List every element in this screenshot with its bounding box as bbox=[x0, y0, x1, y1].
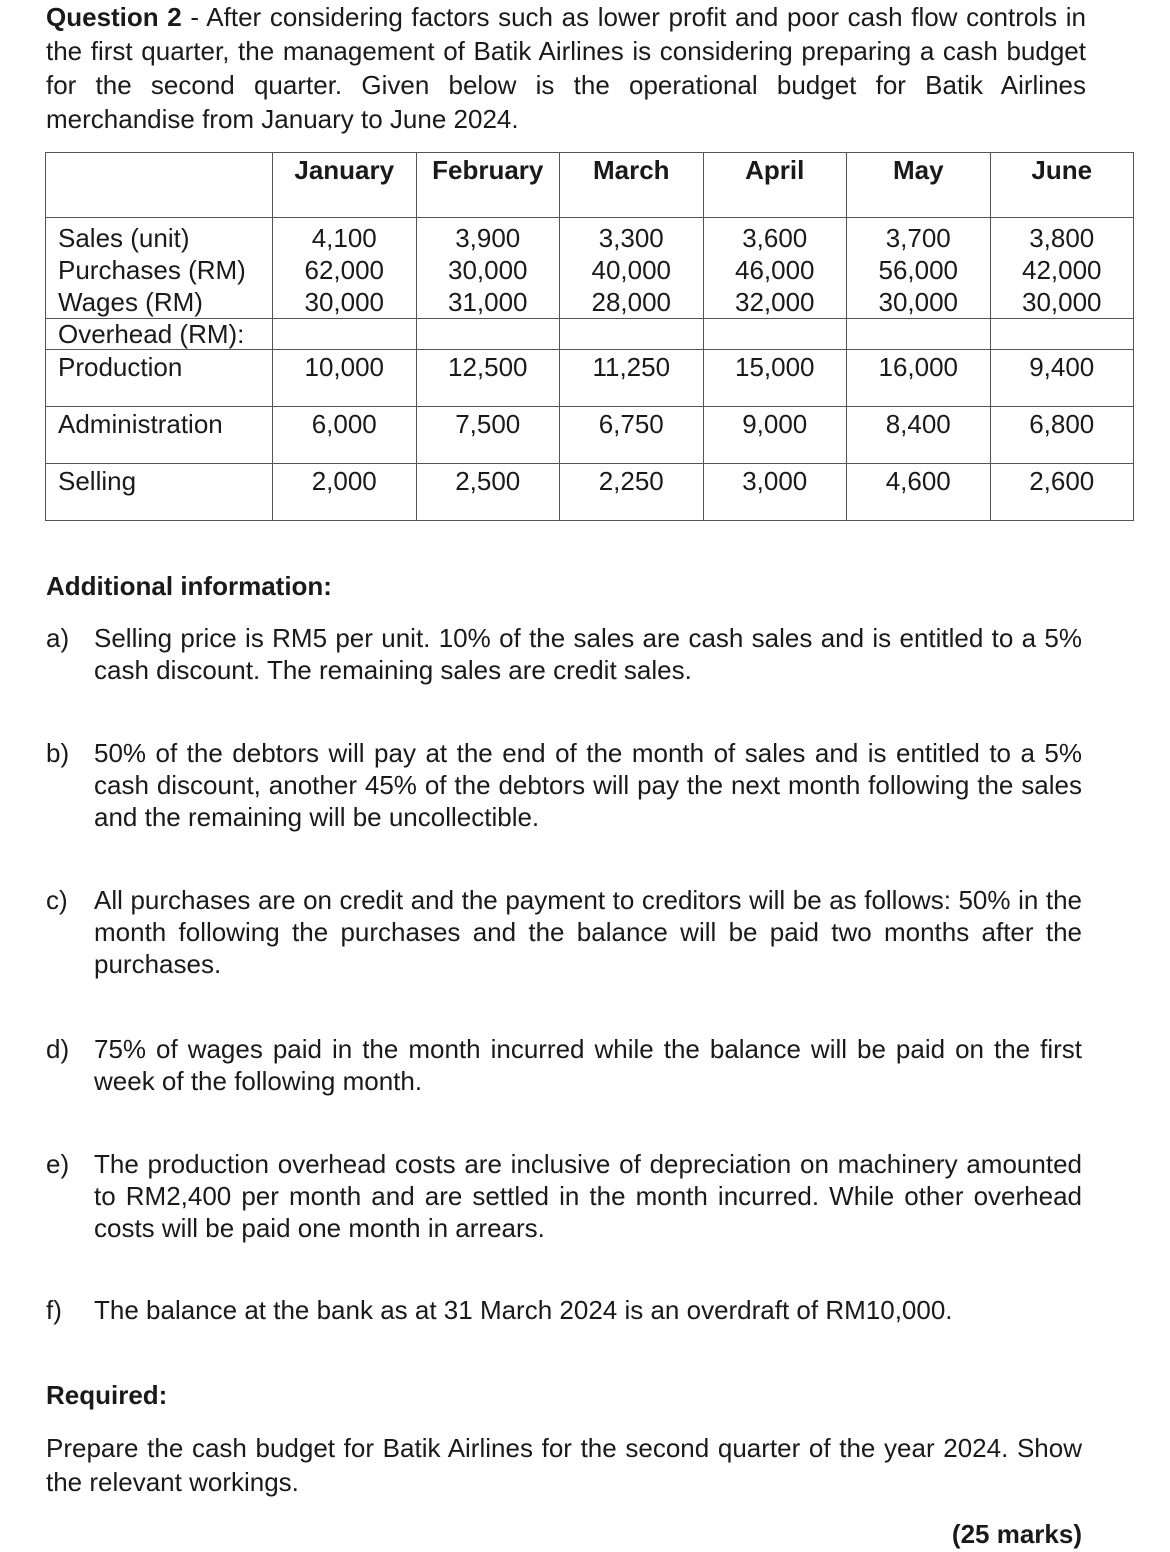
cell-value: 2,600 bbox=[990, 464, 1134, 521]
cell-value: 3,600 bbox=[742, 223, 808, 253]
cell-value: 4,100 bbox=[311, 223, 377, 253]
cell-value: 3,700 bbox=[885, 223, 951, 253]
cell-value: 3,900 bbox=[455, 223, 521, 253]
cell-value: 16,000 bbox=[847, 350, 991, 407]
overhead-label: Overhead (RM): bbox=[46, 319, 273, 350]
item-text: The balance at the bank as at 31 March 2024 is an overdraft of RM10,000. bbox=[94, 1295, 953, 1325]
cell-value: 2,000 bbox=[273, 464, 417, 521]
cell-value: 4,600 bbox=[847, 464, 991, 521]
cell-value: 12,500 bbox=[416, 350, 560, 407]
cell-value: 6,750 bbox=[560, 407, 704, 464]
row-label: Selling bbox=[46, 464, 273, 521]
cell-value: 3,000 bbox=[703, 464, 847, 521]
cell-value: 6,800 bbox=[990, 407, 1134, 464]
header-month: May bbox=[847, 153, 991, 218]
header-blank-cell bbox=[46, 153, 273, 218]
main-labels-cell bbox=[46, 218, 273, 319]
required-text: Prepare the cash budget for Batik Airlines for the second quarter of the year 2024. Show the relevant workings. bbox=[46, 1433, 1082, 1497]
cell-value: 8,400 bbox=[847, 407, 991, 464]
row-label: Purchases (RM) bbox=[58, 255, 246, 285]
cell-value: 42,000 bbox=[1021, 255, 1102, 285]
month-values-cell bbox=[990, 218, 1134, 319]
operational-budget-table bbox=[45, 152, 1134, 521]
cell-value: 40,000 bbox=[591, 255, 672, 285]
header-month: January bbox=[273, 153, 417, 218]
item-marker: d) bbox=[46, 1034, 70, 1064]
item-marker: b) bbox=[46, 738, 70, 768]
row-label: Administration bbox=[46, 407, 273, 464]
item-text: 50% of the debtors will pay at the end of the month of sales and is entitled to a 5% cash discount, another 45% of the debtors will pay the next month following the sales and the remaining will be uncollectible. bbox=[94, 738, 1082, 832]
question-text: - After considering factors such as lower profit and poor cash flow controls in the first quarter, the management of Batik Airlines is considering preparing a cash budget for the second quarter. Given below is the operational budget for Batik Airlines merchandise from January to June 2024. bbox=[46, 2, 1087, 134]
cell-value: 28,000 bbox=[591, 287, 672, 317]
marks-label: (25 marks) bbox=[951, 1519, 1082, 1549]
cell-value: 56,000 bbox=[878, 255, 959, 285]
header-month: March bbox=[560, 153, 704, 218]
additional-info-heading: Additional information: bbox=[46, 571, 332, 601]
table-header-row bbox=[46, 153, 1134, 218]
cell-value: 30,000 bbox=[447, 255, 528, 285]
header-month: April bbox=[703, 153, 847, 218]
cell-value: 6,000 bbox=[273, 407, 417, 464]
cell-value: 3,300 bbox=[598, 223, 664, 253]
cell-value: 2,500 bbox=[416, 464, 560, 521]
info-item-b bbox=[46, 737, 1082, 833]
cell-value: 62,000 bbox=[304, 255, 385, 285]
info-item-d bbox=[46, 1033, 1082, 1097]
cell-value: 15,000 bbox=[703, 350, 847, 407]
month-values-cell bbox=[703, 218, 847, 319]
info-item-f bbox=[46, 1294, 1082, 1326]
info-item-e bbox=[46, 1148, 1082, 1244]
cell-value: 3,800 bbox=[1029, 223, 1095, 253]
row-label: Wages (RM) bbox=[58, 287, 203, 317]
item-marker: e) bbox=[46, 1149, 70, 1179]
cell-value: 10,000 bbox=[273, 350, 417, 407]
cell-value: 7,500 bbox=[416, 407, 560, 464]
required-heading: Required: bbox=[46, 1380, 168, 1410]
item-marker: a) bbox=[46, 623, 70, 653]
item-text: All purchases are on credit and the payment to creditors will be as follows: 50% in the month following the purchases and the balance will be paid two months after the purchases. bbox=[94, 885, 1082, 979]
item-text: The production overhead costs are inclusive of depreciation on machinery amounted to RM2,400 per month and are settled in the month incurred. While other overhead costs will be paid one month in arrears. bbox=[94, 1149, 1082, 1243]
row-label: Sales (unit) bbox=[58, 223, 190, 253]
question-label: Question 2 bbox=[46, 2, 182, 32]
empty-cell bbox=[847, 319, 991, 350]
empty-cell bbox=[416, 319, 560, 350]
item-marker: c) bbox=[46, 885, 68, 915]
cell-value: 11,250 bbox=[560, 350, 704, 407]
info-item-a bbox=[46, 622, 1082, 686]
table-row-production bbox=[46, 350, 1134, 407]
empty-cell bbox=[703, 319, 847, 350]
empty-cell bbox=[990, 319, 1134, 350]
header-month: February bbox=[416, 153, 560, 218]
empty-cell bbox=[273, 319, 417, 350]
table-row-main-items bbox=[46, 218, 1134, 319]
month-values-cell bbox=[560, 218, 704, 319]
cell-value: 31,000 bbox=[447, 287, 528, 317]
row-label: Production bbox=[46, 350, 273, 407]
table-row-selling bbox=[46, 464, 1134, 521]
month-values-cell bbox=[847, 218, 991, 319]
month-values-cell bbox=[273, 218, 417, 319]
empty-cell bbox=[560, 319, 704, 350]
cell-value: 32,000 bbox=[734, 287, 815, 317]
item-text: Selling price is RM5 per unit. 10% of the sales are cash sales and is entitled to a 5% cash discount. The remaining sales are credit sales. bbox=[94, 623, 1082, 685]
item-marker: f) bbox=[46, 1295, 62, 1325]
cell-value: 9,000 bbox=[703, 407, 847, 464]
cell-value: 30,000 bbox=[304, 287, 385, 317]
item-text: 75% of wages paid in the month incurred while the balance will be paid on the first week of the following month. bbox=[94, 1034, 1082, 1096]
question-intro bbox=[46, 0, 1086, 136]
month-values-cell bbox=[416, 218, 560, 319]
info-item-c bbox=[46, 884, 1082, 980]
cell-value: 46,000 bbox=[734, 255, 815, 285]
table-row-overhead-heading bbox=[46, 319, 1134, 350]
table-row-administration bbox=[46, 407, 1134, 464]
cell-value: 30,000 bbox=[1021, 287, 1102, 317]
cell-value: 9,400 bbox=[990, 350, 1134, 407]
cell-value: 30,000 bbox=[878, 287, 959, 317]
header-month: June bbox=[990, 153, 1134, 218]
cell-value: 2,250 bbox=[560, 464, 704, 521]
